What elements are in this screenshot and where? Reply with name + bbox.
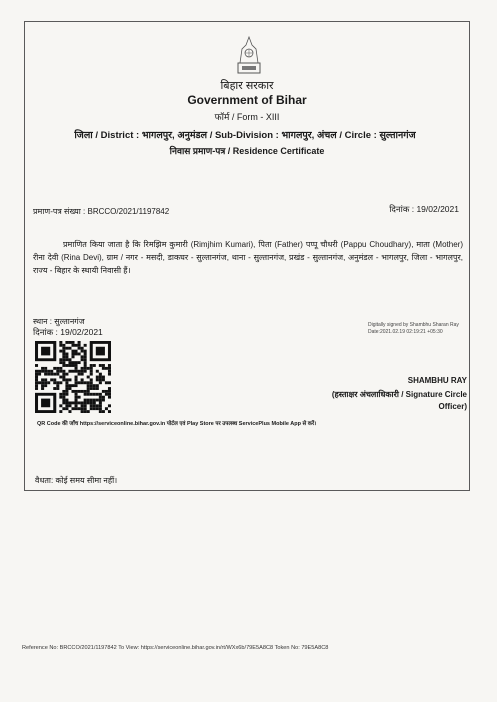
certificate-body: प्रमाणित किया जाता है कि रिमझिम कुमारी (Rimjhim Kumari), पिता (Father) पप्पू चौधरी (Pappu Choudhary), माता (Mother) रीना देवी (Rina Devi), ग्राम / नगर - मसदी, डाकघर - सुल्तानगंज, थाना - सुल्तानगंज, प्रखंड - सुल्तानगंज, अनुमंडल - भागलपुर, जिला - भागलपुर, राज्य - बिहार के स्थायी निवासी हैं।: [33, 240, 463, 275]
issue-date: दिनांक : 19/02/2021: [389, 204, 459, 214]
digital-signature-date: Date:2021.02.19 02:19:21 +05:30: [368, 329, 443, 335]
govt-title: Government of Bihar: [187, 93, 307, 107]
validity: वैधता: कोई समय सीमा नहीं।: [35, 476, 118, 485]
district-line: जिला / District : भागलपुर, अनुमंडल / Sub-Division : भागलपुर, अंचल / Circle : सुल्तानगंज: [74, 130, 416, 141]
digital-signature-line: Digitally signed by Shambhu Sharan Ray: [368, 322, 459, 328]
certificate-number: प्रमाण-पत्र संख्या : BRCCO/2021/1197842: [33, 207, 170, 216]
state-emblem-icon: [234, 33, 264, 77]
place-date: दिनांक : 19/02/2021: [33, 327, 103, 337]
place: स्थान : सुल्तानगंज: [33, 317, 85, 326]
qr-verification-note: QR Code की जाँच https://serviceonline.bihar.gov.in पोर्टल एवं Play Store पर उपलब्ध ServicePlus Mobile App से करें।: [37, 421, 317, 427]
form-number: फॉर्म / Form - XIII: [214, 112, 280, 122]
certificate-type: निवास प्रमाण-पत्र / Residence Certificate: [169, 146, 325, 156]
hindi-govt-title: बिहार सरकार: [220, 80, 274, 92]
qr-code-icon: [35, 341, 111, 413]
officer-title: (हस्ताक्षर अंचलाधिकारी / Signature Circle Officer): [331, 390, 467, 411]
digital-signature-block: [368, 322, 459, 336]
officer-name: SHAMBHU RAY: [407, 376, 467, 385]
reference-footer: Reference No: BRCCO/2021/1197842 To View: https://serviceonline.bihar.gov.in/rt/WXx6b/79E5A8C8 Token No: 79E5A8C8: [22, 645, 329, 651]
